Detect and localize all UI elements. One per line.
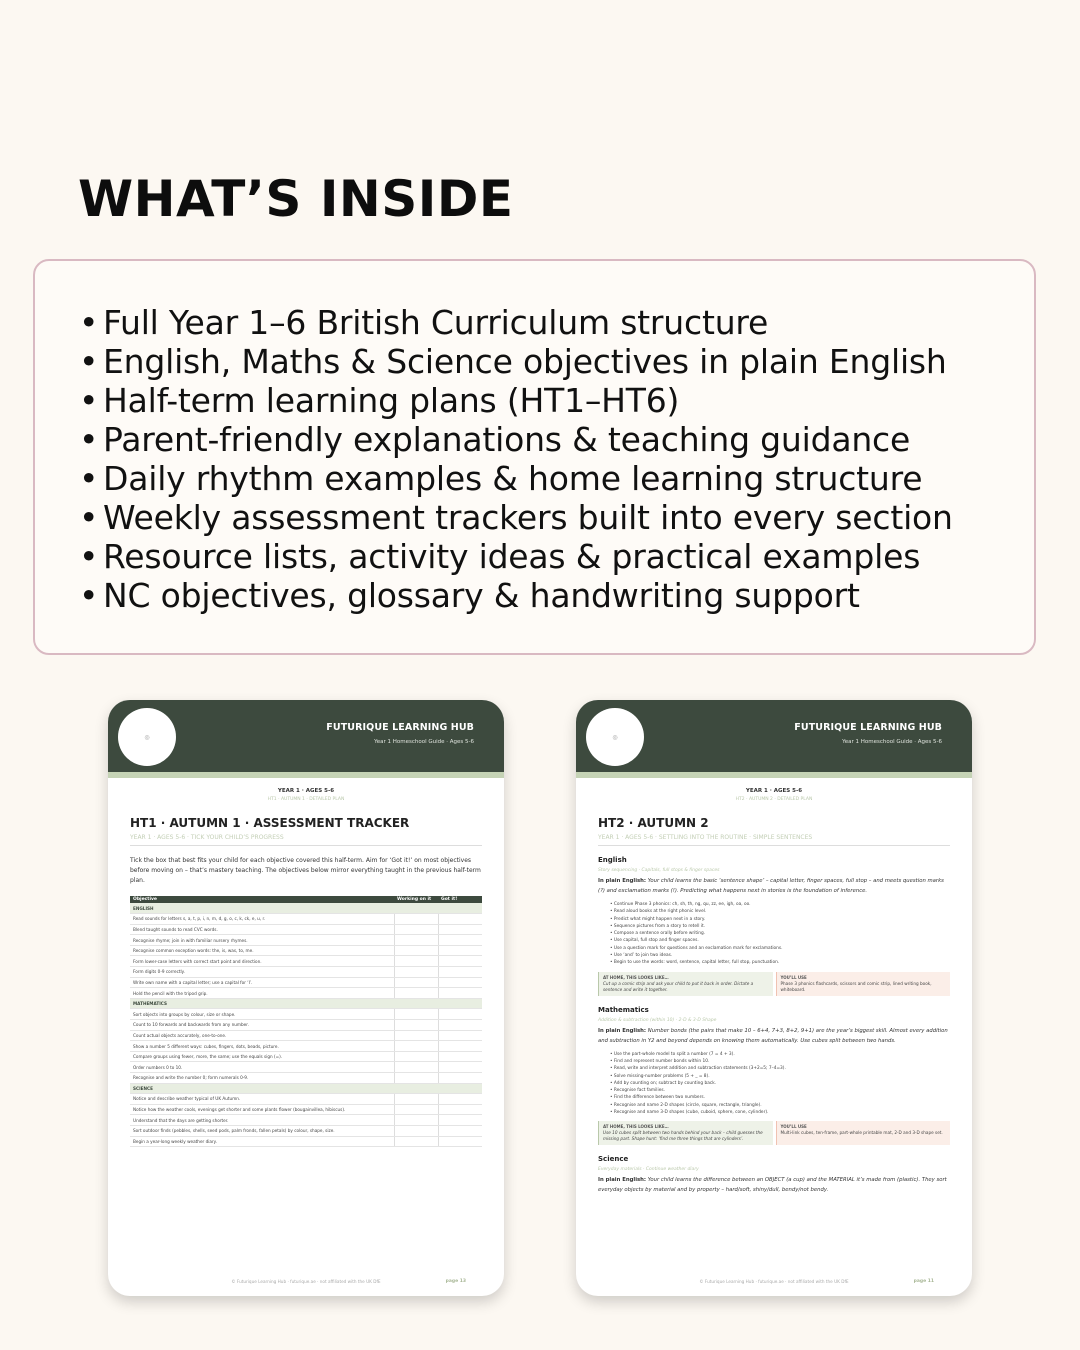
plain-english-maths [598, 1026, 950, 1046]
objective-cell: Blend taught sounds to read CVC words. [130, 924, 394, 935]
objective-cell: Begin a year-long weekly weather diary. [130, 1136, 394, 1147]
list-item: • Solve missing-number problems (5 + _ = 8). [610, 1073, 950, 1080]
page-heading: WHAT’S INSIDE [78, 170, 514, 228]
working-on-it-checkbox[interactable] [394, 1020, 438, 1031]
list-item: • Find the difference between two numbers. [610, 1094, 950, 1101]
year-line: YEAR 1 · AGES 5-6 [277, 788, 335, 794]
table-row [130, 1051, 482, 1062]
column-header-objective: Objective [130, 896, 394, 903]
list-item: • Compose a sentence orally before writing. [610, 930, 950, 937]
at-home-label: AT HOME, THIS LOOKS LIKE… [603, 974, 669, 980]
list-item: • Use a question mark for questions and an exclamation mark for exclamations. [610, 945, 950, 952]
working-on-it-checkbox[interactable] [394, 1062, 438, 1073]
card-header [576, 700, 972, 772]
got-it-checkbox[interactable] [438, 977, 482, 988]
section-label: SCIENCE [130, 1083, 482, 1094]
at-home-box [598, 972, 773, 996]
year-line: YEAR 1 · AGES 5-6 [745, 788, 803, 794]
table-row [130, 924, 482, 935]
bullet-icon: • [79, 342, 99, 381]
feature-text: Weekly assessment trackers built into every section [103, 498, 953, 537]
document-title: HT1 · AUTUMN 1 · ASSESSMENT TRACKER [130, 816, 410, 830]
document-subtitle: YEAR 1 · AGES 5-6 · SETTLING INTO THE ROUTINE · SIMPLE SENTENCES [598, 834, 950, 846]
objective-cell: Recognise and write the number 0; form numerals 0-9. [130, 1073, 394, 1084]
tips-english [598, 972, 950, 996]
working-on-it-checkbox[interactable] [394, 988, 438, 999]
youll-use-label: YOU’LL USE [780, 1124, 807, 1130]
feature-text: Half-term learning plans (HT1–HT6) [103, 381, 680, 420]
objective-cell: Count actual objects accurately, one-to-one. [130, 1030, 394, 1041]
section-label: MATHEMATICS [130, 998, 482, 1009]
objective-cell: Read sounds for letters s, a, t, p, i, n, m, d, g, o, c, k, ck, e, u, r. [130, 914, 394, 925]
feature-item [79, 303, 953, 342]
working-on-it-checkbox[interactable] [394, 945, 438, 956]
assessment-table [130, 896, 482, 1147]
got-it-checkbox[interactable] [438, 1051, 482, 1062]
table-row [130, 988, 482, 999]
feature-text: Resource lists, activity ideas & practical examples [103, 537, 921, 576]
english-objectives [598, 901, 950, 967]
got-it-checkbox[interactable] [438, 1062, 482, 1073]
working-on-it-checkbox[interactable] [394, 1041, 438, 1052]
working-on-it-checkbox[interactable] [394, 1073, 438, 1084]
bullet-icon: • [79, 537, 99, 576]
plain-english-english [598, 876, 950, 896]
feature-text: Full Year 1–6 British Curriculum structure [103, 303, 769, 342]
got-it-checkbox[interactable] [438, 988, 482, 999]
working-on-it-checkbox[interactable] [394, 977, 438, 988]
objective-cell: Sort outdoor finds (pebbles, shells, seed pods, palm fronds, fallen petals) by colour, shape, size. [130, 1125, 394, 1136]
table-section-row [130, 998, 482, 1009]
at-home-box [598, 1121, 773, 1145]
objective-cell: Recognise common exception words: the, is, was, to, me. [130, 945, 394, 956]
year-subline: HT2 · AUTUMN 2 · DETAILED PLAN [735, 797, 813, 802]
feature-text: Parent-friendly explanations & teaching guidance [103, 420, 911, 459]
table-row [130, 1125, 482, 1136]
working-on-it-checkbox[interactable] [394, 914, 438, 925]
table-section-row [130, 1083, 482, 1094]
year-subline: HT1 · AUTUMN 1 · DETAILED PLAN [267, 797, 345, 802]
table-row [130, 914, 482, 925]
card-footer: © Futurique Learning Hub · futurique.ae · not affiliated with the UK DfE [699, 1279, 849, 1284]
working-on-it-checkbox[interactable] [394, 1094, 438, 1105]
got-it-checkbox[interactable] [438, 1094, 482, 1105]
feature-item [79, 537, 953, 576]
section-hint-science: Everyday materials · Continue weather diary [598, 1167, 699, 1173]
header-strip [576, 772, 972, 778]
card-footer: © Futurique Learning Hub · futurique.ae · not affiliated with the UK DfE [231, 1279, 381, 1284]
plain-label: In plain English: [598, 878, 647, 884]
objective-cell: Order numbers 0 to 10. [130, 1062, 394, 1073]
got-it-checkbox[interactable] [438, 1136, 482, 1147]
bullet-icon: • [79, 303, 99, 342]
bullet-icon: • [79, 420, 99, 459]
objective-cell: Form digits 0-9 correctly. [130, 967, 394, 978]
objective-cell: Show a number 5 different ways: cubes, fingers, dots, beads, picture. [130, 1041, 394, 1052]
table-row [130, 1062, 482, 1073]
plain-english-science [598, 1175, 950, 1195]
feature-text: English, Maths & Science objectives in plain English [103, 342, 947, 381]
feature-item [79, 576, 953, 615]
got-it-checkbox[interactable] [438, 967, 482, 978]
list-item: • Predict what might happen next in a story. [610, 916, 950, 923]
working-on-it-checkbox[interactable] [394, 1009, 438, 1020]
got-it-checkbox[interactable] [438, 935, 482, 946]
youll-use-text: Multi-link cubes, ten-frame, part-whole printable mat, 2-D and 3-D shape set. [780, 1130, 943, 1136]
card-brand-subtitle: Year 1 Homeschool Guide · Ages 5-6 [842, 739, 942, 745]
section-heading-maths: Mathematics [598, 1005, 649, 1014]
list-item: • Use capital, full stop and finger spaces. [610, 937, 950, 944]
working-on-it-checkbox[interactable] [394, 1115, 438, 1126]
table-row [130, 977, 482, 988]
got-it-checkbox[interactable] [438, 1041, 482, 1052]
working-on-it-checkbox[interactable] [394, 1051, 438, 1062]
page-number: page 11 [913, 1279, 934, 1284]
got-it-checkbox[interactable] [438, 956, 482, 967]
document-body [576, 788, 972, 1195]
objective-cell: Recognise rhyme; join in with familiar nursery rhymes. [130, 935, 394, 946]
section-hint-maths: Addition & subtraction (within 10) · 2-D & 3-D Shape [598, 1017, 717, 1023]
section-hint-english: Story sequencing · Capitals, full stops & finger spaces [598, 868, 720, 873]
preview-card-assessment-tracker [108, 700, 504, 1296]
list-item: • Use the part-whole model to split a number (7 = 4 + 3). [610, 1051, 950, 1058]
got-it-checkbox[interactable] [438, 1115, 482, 1126]
list-item: • Find and represent number bonds within 10. [610, 1058, 950, 1065]
table-body [130, 903, 482, 1147]
preview-card-ht2-plan [576, 700, 972, 1296]
got-it-checkbox[interactable] [438, 1125, 482, 1136]
got-it-checkbox[interactable] [438, 924, 482, 935]
card-brand: FUTURIQUE LEARNING HUB [326, 722, 474, 733]
table-row [130, 956, 482, 967]
table-row [130, 1136, 482, 1147]
objective-cell: Understand that the days are getting shorter. [130, 1115, 394, 1126]
bullet-icon: • [79, 498, 99, 537]
logo-icon: ◎ [118, 708, 176, 766]
at-home-label: AT HOME, THIS LOOKS LIKE… [603, 1124, 669, 1130]
intro-paragraph: Tick the box that best fits your child for each objective covered this half-term. Aim for ‘Got it!’ on most objectives before moving on – that’s mastery teaching. The objectives below mirror everything taught in the previous half-term plan. [130, 857, 481, 884]
table-row [130, 945, 482, 956]
objective-cell: Write own name with a capital letter; use a capital for ‘I’. [130, 977, 394, 988]
list-item: • Sequence pictures from a story to retell it. [610, 923, 950, 930]
objective-cell: Form lower-case letters with correct start point and direction. [130, 956, 394, 967]
card-brand: FUTURIQUE LEARNING HUB [794, 722, 942, 733]
list-item: • Recognise and name 3-D shapes (cube, cuboid, sphere, cone, cylinder). [610, 1109, 950, 1116]
list-item: • Begin to use the words: word, sentence, capital letter, full stop, punctuation. [610, 959, 950, 966]
column-header-working: Working on it [394, 896, 438, 903]
section-heading-science: Science [598, 1155, 629, 1164]
feature-item [79, 342, 953, 381]
document-subtitle: YEAR 1 · AGES 5-6 · TICK YOUR CHILD’S PROGRESS [130, 834, 482, 846]
list-item: • Continue Phase 3 phonics: ch, sh, th, ng, qu, zz, ee, igh, oa, oo. [610, 901, 950, 908]
plain-text: Number bonds (the pairs that make 10 – 6+4, 7+3, 8+2, 9+1) are the year’s biggest skill. Almost every addition and subtraction in Y2 and beyond depends on knowing them automatically. Use cubes split between two hands. [598, 1027, 948, 1044]
table-row [130, 1104, 482, 1115]
feature-text: Daily rhythm examples & home learning structure [103, 459, 923, 498]
header-strip [108, 772, 504, 778]
got-it-checkbox[interactable] [438, 1073, 482, 1084]
working-on-it-checkbox[interactable] [394, 924, 438, 935]
table-row [130, 967, 482, 978]
objective-cell: Count to 10 forwards and backwards from any number. [130, 1020, 394, 1031]
objective-cell: Notice and describe weather typical of UK Autumn. [130, 1094, 394, 1105]
got-it-checkbox[interactable] [438, 945, 482, 956]
got-it-checkbox[interactable] [438, 1020, 482, 1031]
bullet-icon: • [79, 381, 99, 420]
feature-item [79, 459, 953, 498]
features-list [79, 303, 953, 615]
list-item: • Use ‘and’ to join two ideas. [610, 952, 950, 959]
feature-item [79, 498, 953, 537]
list-item: • Read aloud books at the right phonic level. [610, 908, 950, 915]
feature-item [79, 420, 953, 459]
features-box [33, 259, 1036, 655]
table-section-row [130, 903, 482, 914]
got-it-checkbox[interactable] [438, 1030, 482, 1041]
objective-cell: Sort objects into groups by colour, size or shape. [130, 1009, 394, 1020]
objective-cell: Compare groups using fewer, more, the same; use the equals sign (=). [130, 1051, 394, 1062]
tips-maths [598, 1121, 950, 1145]
working-on-it-checkbox[interactable] [394, 967, 438, 978]
working-on-it-checkbox[interactable] [394, 956, 438, 967]
column-header-got-it: Got it! [438, 896, 482, 903]
table-row [130, 935, 482, 946]
youll-use-box [776, 972, 951, 996]
table-row [130, 1094, 482, 1105]
at-home-text: Cut up a comic strip and ask your child to put it back in order. Dictate a sentence and write it together. [603, 980, 754, 992]
plain-text: Your child learns the difference between an OBJECT (a cup) and the MATERIAL it’s made from (plastic). They sort everyday objects by material and by property – hard/soft, shiny/dull, bendy/not bendy. [598, 1177, 947, 1194]
youll-use-label: YOU’LL USE [780, 974, 807, 980]
plain-label: In plain English: [598, 1027, 647, 1034]
section-heading-english: English [598, 856, 627, 864]
table-row [130, 1115, 482, 1126]
plain-text: Your child learns the basic ‘sentence shape’ – capital letter, finger spaces, full stop – and meets question marks (?) and exclamation marks (!). Predicting what happens next in stories is the foundation of inference. [598, 878, 944, 894]
card-brand-subtitle: Year 1 Homeschool Guide · Ages 5-6 [374, 739, 474, 745]
objective-cell: Notice how the weather cools, evenings get shorter and some plants flower (bougainvillea, hibiscus). [130, 1104, 394, 1115]
table-row [130, 1020, 482, 1031]
working-on-it-checkbox[interactable] [394, 1104, 438, 1115]
list-item: • Read, write and interpret addition and subtraction statements (3+2=5; 7–4=3). [610, 1065, 950, 1072]
document-body [108, 788, 504, 1147]
feature-item [79, 381, 953, 420]
list-item: • Recognise fact families. [610, 1087, 950, 1094]
table-row [130, 1041, 482, 1052]
got-it-checkbox[interactable] [438, 1009, 482, 1020]
feature-text: NC objectives, glossary & handwriting support [103, 576, 860, 615]
plain-label: In plain English: [598, 1177, 647, 1184]
youll-use-box [776, 1121, 951, 1145]
logo-icon: ◎ [586, 708, 644, 766]
objective-cell: Hold the pencil with the tripod grip. [130, 988, 394, 999]
list-item: • Recognise and name 2-D shapes (circle, square, rectangle, triangle). [610, 1102, 950, 1109]
at-home-text: Use 10 cubes split between two hands behind your back – child guesses the missing part. Shape hunt: ‘find me three things that are cylinders’. [603, 1130, 763, 1142]
working-on-it-checkbox[interactable] [394, 1030, 438, 1041]
table-header-row [130, 896, 482, 903]
working-on-it-checkbox[interactable] [394, 1136, 438, 1147]
list-item: • Add by counting on; subtract by counting back. [610, 1080, 950, 1087]
got-it-checkbox[interactable] [438, 1104, 482, 1115]
table-row [130, 1030, 482, 1041]
working-on-it-checkbox[interactable] [394, 935, 438, 946]
maths-objectives [598, 1051, 950, 1117]
working-on-it-checkbox[interactable] [394, 1125, 438, 1136]
table-row [130, 1009, 482, 1020]
bullet-icon: • [79, 576, 99, 615]
bullet-icon: • [79, 459, 99, 498]
section-label: ENGLISH [130, 903, 482, 914]
table-row [130, 1073, 482, 1084]
document-title: HT2 · AUTUMN 2 [598, 816, 709, 830]
youll-use-text: Phase 3 phonics flashcards, scissors and comic strip, lined writing book, whiteboard. [780, 980, 932, 992]
card-header [108, 700, 504, 772]
page-number: page 13 [445, 1279, 466, 1284]
got-it-checkbox[interactable] [438, 914, 482, 925]
